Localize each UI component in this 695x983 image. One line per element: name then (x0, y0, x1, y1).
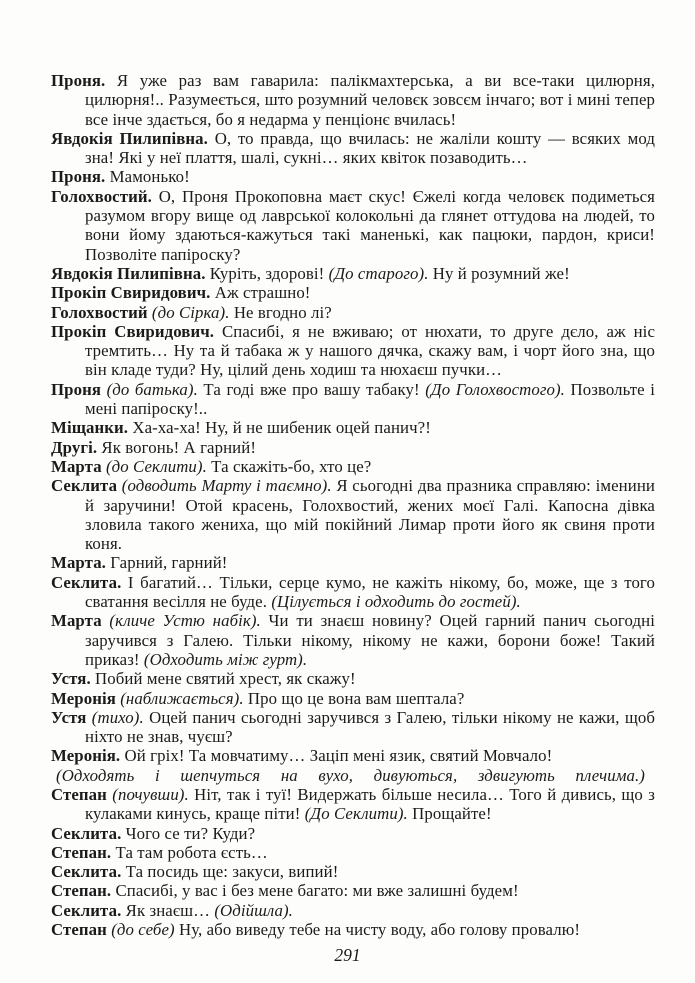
speaker-name: Голохвостий (51, 302, 148, 322)
speech-text: Спасибі, я не вживаю; от нюхати, то друге дєло, аж ніс тремтить… Ну та й табака ж у нашого дячка, скажу вам, і чорт його зна, що він кладе туди? Ну, цілий день ходиш та нюхаєш пучки… (85, 321, 655, 380)
speech-paragraph (51, 862, 655, 881)
speech-text: Ніт, так і туї! Видержать більше несила… Того й дивись, що з кулаками кинусь, краще піти! (85, 784, 656, 824)
speech-text: Гарний, гарний! (105, 553, 228, 573)
page-number: 291 (334, 945, 361, 965)
speaker-name: Марта. (51, 553, 106, 573)
speech-paragraph (51, 553, 655, 572)
speech-paragraph (51, 380, 655, 419)
speaker-name: Проня. (51, 167, 106, 187)
speech-paragraph (51, 611, 655, 669)
stage-direction-inline: (до батька). (101, 379, 198, 399)
speech-paragraph (51, 881, 655, 900)
speech-paragraph (51, 457, 655, 476)
speech-text: Чого се ти? Куди? (121, 823, 256, 843)
stage-direction-inline: (тихо). (86, 707, 144, 727)
stage-direction-inline: (кличе Устю набік). (101, 611, 261, 631)
stage-direction-inline: (Цілується і одходить до гостей). (271, 592, 521, 612)
stage-direction-inline: (до себе) (106, 920, 175, 940)
stage-direction-inline: (До старого). (328, 263, 429, 283)
speech-text: Куріть, здорові! (205, 263, 329, 283)
speech-paragraph (51, 167, 655, 186)
stage-direction-inline: (До Секлити). (304, 804, 408, 824)
speaker-name: Прокіп Свиридович. (51, 321, 215, 341)
stage-direction-inline: (до Сірка). (147, 302, 230, 322)
speech-text: Оцей панич сьогодні заручився з Галею, тільки нікому не кажи, щоб ніхто не знав, чуєш? (85, 707, 655, 747)
speaker-name: Степан (51, 920, 107, 940)
speaker-name: Проня (51, 379, 102, 399)
speech-paragraph (51, 476, 655, 553)
stage-direction-inline: (одводить Марту і таємно). (117, 476, 332, 496)
speech-paragraph (51, 824, 655, 843)
speech-paragraph (51, 322, 655, 380)
speech-text: Прощайте! (407, 804, 492, 824)
speaker-name: Другі. (51, 437, 98, 457)
speech-text: Та посидь ще: закуси, випий! (121, 862, 339, 882)
speech-text: Позвольте і мені папіроску!.. (85, 379, 655, 419)
speech-paragraph (51, 187, 655, 264)
speaker-name: Секлита. (51, 900, 122, 920)
stage-direction-inline: (Одійшла). (214, 900, 293, 920)
speaker-name: Явдокія Пилипівна. (51, 263, 206, 283)
speech-text: О, Проня Прокоповна маєт скус! Єжелі когда человєк подиметься разумом вгору вище од лаврської колокольні да глянет оттудова на людей, то вони йому здаються-кажуться такі маненькі, как пацюки, пардон, криси! Позволіте папіроску? (85, 186, 655, 264)
speaker-name: Секлита. (51, 823, 122, 843)
speaker-name: Секлита (51, 476, 118, 496)
speech-paragraph (51, 746, 655, 765)
speaker-name: Проня. (51, 71, 106, 90)
stage-direction-inline: (наближається). (115, 688, 244, 708)
speaker-name: Марта (51, 611, 102, 631)
speech-text: Як вогонь! А гарний! (97, 437, 257, 457)
speech-paragraph (51, 283, 655, 302)
stage-direction-inline: (Одходять і шепчуться на вухо, дивуються, здвигують плечима.) (56, 765, 645, 785)
speech-paragraph (51, 669, 655, 688)
speaker-name: Марта (51, 456, 102, 476)
speech-paragraph (51, 264, 655, 283)
speech-paragraph (51, 785, 655, 824)
speech-paragraph (51, 418, 655, 437)
speech-text: Ой гріх! Та мовчатиму… Заціп мені язик, святий Мовчало! (120, 746, 553, 766)
speaker-name: Устя (51, 707, 87, 727)
speaker-name: Меронія (51, 688, 116, 708)
speech-paragraph (51, 920, 655, 939)
speech-paragraph (51, 303, 655, 322)
speech-text: І багатий… Тільки, серце кумо, не кажіть нікому, бо, може, ще з того сватання весілля не буде. (85, 572, 655, 612)
speaker-name: Міщанки. (51, 418, 129, 438)
speech-paragraph (51, 708, 655, 747)
stage-direction-line (51, 766, 655, 785)
speaker-name: Голохвостий. (51, 186, 152, 206)
speech-text: Та там робота єсть… (111, 842, 268, 862)
speech-text: Спасибі, у вас і без мене багато: ми вже залишні будем! (111, 881, 519, 901)
speech-text: Мамонько! (105, 167, 190, 187)
speech-paragraph (51, 689, 655, 708)
speech-paragraph (51, 573, 655, 612)
speech-text: Чи ти знаєш новину? Оцей гарний панич сьогодні заручився з Галею. Тільки нікому, нікому не кажи, борони боже! Такий приказ! (85, 611, 655, 669)
speech-text: Не вгодно лі? (229, 302, 332, 322)
stage-direction-inline: (До Голохвостого). (425, 379, 565, 399)
speech-paragraph (51, 901, 655, 920)
speech-paragraph (51, 843, 655, 862)
speech-paragraph (51, 438, 655, 457)
stage-direction-inline: (Одходить між гурт). (143, 649, 308, 669)
speaker-name: Прокіп Свиридович. (51, 283, 211, 303)
speech-text: Ха-ха-ха! Ну, й не шибеник оцей панич?! (128, 418, 431, 438)
speech-text: Я уже раз вам гаварила: палікмахтерська, а ви все-таки цилюрня, цилюрня!.. Разумеється, што розумний человєк зовсєм інчаго; вот і мині тепер все інче здається, бо я недарма у пенціонє вчилась! (85, 71, 655, 129)
speech-text: Я сьогодні два празника справляю: іменини й заручини! Отой красень, Голохвостий, жених моєї Галі. Капосна дівка зловила такого жениха, що мій покійний Лимар проти його як свиня проти коня. (85, 476, 655, 554)
speech-paragraph (51, 71, 655, 129)
speaker-name: Явдокія Пилипівна. (51, 128, 208, 148)
speaker-name: Секлита. (51, 572, 122, 592)
speech-paragraph (51, 129, 655, 168)
speaker-name: Меронія. (51, 746, 121, 766)
speaker-name: Степан. (51, 842, 112, 862)
speech-text: О, то правда, що вчилась: не жаліли кошту — всяких мод зна! Які у неї плаття, шалі, сукні… яких квіток позаводить… (85, 128, 655, 168)
speech-text: Побий мене святий хрест, як скажу! (90, 669, 356, 689)
stage-direction-inline: (до Секлити). (101, 456, 207, 476)
speaker-name: Устя. (51, 669, 91, 689)
stage-direction-inline: (почувши). (106, 784, 189, 804)
speech-text: Як знаєш… (121, 900, 215, 920)
speech-text: Ну й розумний же! (428, 263, 570, 283)
speech-text: Та скажіть-бо, хто це? (206, 456, 372, 476)
speech-text: Ну, або виведу тебе на чисту воду, або голову провалю! (174, 920, 581, 940)
speech-text: Про що це вона вам шептала? (243, 688, 465, 708)
speech-text: Аж страшно! (210, 283, 311, 303)
speaker-name: Степан (51, 784, 107, 804)
speaker-name: Секлита. (51, 862, 122, 882)
speech-text: Та годі вже про вашу табаку! (197, 379, 426, 399)
speaker-name: Степан. (51, 881, 112, 901)
